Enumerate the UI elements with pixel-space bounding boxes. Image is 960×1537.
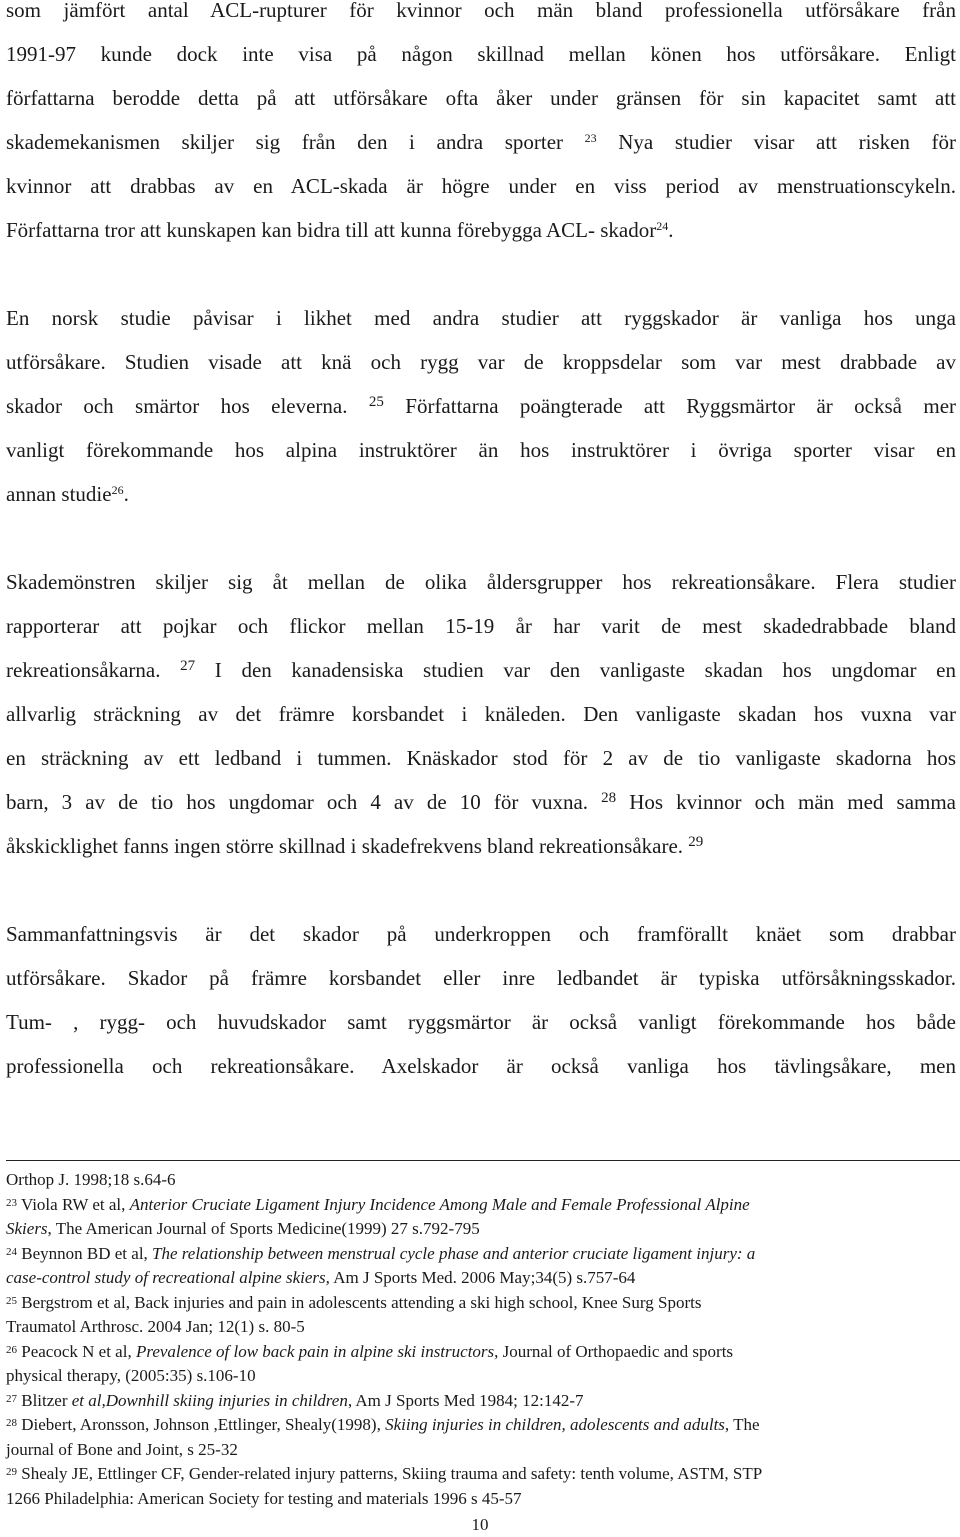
footnote-ref: 28 [601,790,617,806]
footnote-title: Anterior Cruciate Ligament Injury Incidence Among Male and Female Professional Alpine [129,1194,750,1214]
footnote-title: Prevalence of low back pain in alpine ski instructors [135,1341,495,1361]
text-line: kvinnor att drabbas av en ACL-skada är högre under en viss period av menstruationscykeln. [6,174,956,198]
text-line: Skademönstren skiljer sig åt mellan de olika åldersgrupper hos rekreationsåkare. Flera studier [6,570,956,594]
footnote-title: Skiing injuries in children, adolescents and adults [385,1415,725,1434]
footnote-number: 29 [6,1466,17,1478]
footnote-24 [6,1242,956,1291]
footnote-line: physical therapy, (2005:35) s.106-10 [6,1366,256,1385]
footnote-text: Am J Sports Med. 2006 May;34(5) s.757-64 [329,1268,636,1287]
text-fragment: . [123,482,129,506]
footnote-line [6,1266,956,1291]
text-line: en sträckning av ett ledband i tummen. Knäskador stod för 2 av de tio vanligaste skadorna hos [6,746,956,770]
text-fragment: Författarna tror att kunskapen kan bidra till att kunna förebygga ACL- skador [6,218,657,242]
paragraph-acl-risk [6,0,956,252]
text-fragment: I den kanadensiska studien var den vanligaste skadan hos ungdomar en [195,658,956,682]
document-page [6,0,956,1537]
body-text [6,0,956,1088]
text-fragment: Nya studier visar att risken för [596,130,956,154]
footnote-text: Viola RW et al, [17,1194,130,1214]
footnote-25 [6,1291,956,1340]
footnote-line [6,1389,956,1414]
footnote-line [6,1340,956,1365]
footnote-line [6,1413,956,1438]
footnote-separator [6,1160,960,1161]
footnote-text: Orthop J. 1998;18 s.64-6 [6,1170,176,1189]
text-fragment: annan studie [6,482,112,506]
footnote-ref: 24 [656,219,669,233]
footnote-title: et al,Downhill skiing injuries in children [71,1390,348,1410]
footnote-continuation [6,1168,956,1193]
footnote-line: Traumatol Arthrosc. 2004 Jan; 12(1) s. 80-5 [6,1317,305,1336]
text-line [6,208,956,252]
text-line [6,780,956,824]
text-fragment: skador och smärtor hos eleverna. [6,394,348,418]
footnote-text: , Journal of Orthopaedic and sports [494,1341,734,1361]
text-fragment: skademekanismen skiljer sig från den i andra sporter [6,130,564,154]
footnote-line: journal of Bone and Joint, s 25-32 [6,1439,238,1459]
text-line [6,120,956,164]
text-line: författarna berodde detta på att utförsåkare ofta åker under gränsen för sin kapacitet samt att [6,86,956,110]
footnote-title: case-control study of recreational alpine skiers, [6,1268,330,1287]
footnote-text: Bergstrom et al, Back injuries and pain in adolescents attending a ski high school, Knee Surg Sports [17,1292,702,1312]
footnote-line [6,1291,956,1316]
footnote-title: Skiers [6,1219,48,1238]
footnote-title: The relationship between menstrual cycle phase and anterior cruciate ligament injury: a [152,1243,756,1263]
text-line: allvarlig sträckning av det främre korsbandet i knäleden. Den vanligaste skadan hos vuxna var [6,702,956,726]
footnote-text: Beynnon BD et al, [17,1243,153,1263]
footnote-26 [6,1340,956,1389]
footnote-text: Peacock N et al, [17,1341,136,1361]
footnotes [6,1168,956,1511]
footnote-ref: 27 [180,658,196,674]
footnote-line: 1266 Philadelphia: American Society for testing and materials 1996 s 45-57 [6,1488,522,1508]
paragraph-summary [6,912,956,1088]
text-line: professionella och rekreationsåkare. Axelskador är också vanliga hos tävlingsåkare, men [6,1054,956,1078]
footnote-text: Diebert, Aronsson, Johnson ,Ettlinger, Shealy(1998), [17,1415,386,1434]
text-line: rapporterar att pojkar och flickor mellan 15-19 år har varit de mest skadedrabbade bland [6,614,956,638]
footnote-29 [6,1462,956,1511]
footnote-ref: 25 [368,394,384,410]
footnote-text: Blitzer [17,1390,72,1410]
footnote-text: , Am J Sports Med 1984; 12:142-7 [347,1390,584,1410]
footnote-text: Shealy JE, Ettlinger CF, Gender-related injury patterns, Skiing trauma and safety: tenth volume, ASTM, STP [17,1464,763,1483]
page-number: 10 [471,1515,489,1534]
text-line: vanligt förekommande hos alpina instruktörer än hos instruktörer i övriga sporter visar en [6,438,956,462]
text-fragment: Författarna poängterade att Ryggsmärtor är också mer [383,394,957,418]
paragraph-recreational-skiers [6,560,956,868]
footnote-ref: 26 [111,483,124,497]
text-line: utförsåkare. Skador på främre korsbandet eller inre ledbandet är typiska utförsåkningsskador. [6,966,956,990]
footnote-ref: 23 [584,131,597,145]
text-line [6,472,956,516]
footnote-line [6,1217,956,1242]
text-fragment: rekreationsåkarna. [6,658,161,682]
text-line: Sammanfattningsvis är det skador på underkroppen och framförallt knäet som drabbar [6,922,956,946]
footnote-number: 24 [6,1245,17,1258]
text-line: En norsk studie påvisar i likhet med andra studier att ryggskador är vanliga hos unga [6,306,956,330]
footnote-number: 27 [6,1392,17,1405]
footnote-line [6,1462,956,1487]
text-line: utförsåkare. Studien visade att knä och rygg var de kroppsdelar som var mest drabbade av [6,350,956,374]
footnote-number: 23 [6,1196,17,1209]
text-line [6,384,956,428]
footnote-28 [6,1413,956,1462]
text-fragment: Hos kvinnor och män med samma [616,790,957,814]
paragraph-back-injuries [6,296,956,516]
footnote-ref: 29 [688,834,704,850]
footnote-27 [6,1389,956,1414]
footnote-number: 26 [6,1343,17,1356]
footnote-number: 28 [6,1417,17,1429]
footnote-text: , The American Journal of Sports Medicine(1999) 27 s.792-795 [47,1219,480,1238]
text-line: 1991-97 kunde dock inte visa på någon skillnad mellan könen hos utförsåkare. Enligt [6,42,956,66]
footnote-number: 25 [6,1294,17,1307]
text-fragment: åkskicklighet fanns ingen större skillnad i skadefrekvens bland rekreationsåkare. [6,834,684,858]
text-line: Tum- , rygg- och huvudskador samt ryggsmärtor är också vanligt förekommande hos både [6,1010,956,1034]
footnote-line [6,1242,956,1267]
text-line [6,648,956,692]
text-line [6,824,956,868]
text-fragment: barn, 3 av de tio hos ungdomar och 4 av de 10 för vuxna. [6,790,589,814]
footnote-text: , The [724,1415,760,1434]
text-fragment: . [668,218,674,242]
footnote-line [6,1193,956,1218]
text-line: som jämfört antal ACL-rupturer för kvinnor och män bland professionella utförsåkare från [6,0,956,22]
footnote-23 [6,1193,956,1242]
